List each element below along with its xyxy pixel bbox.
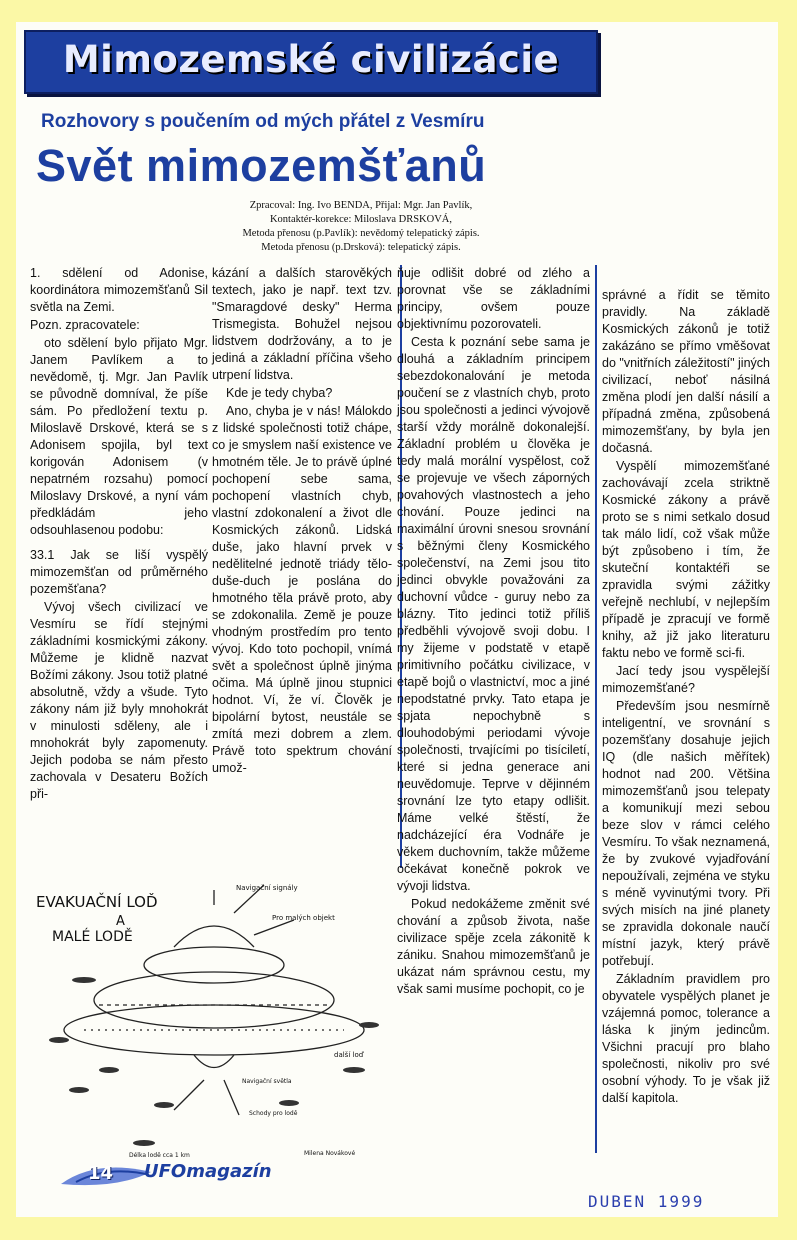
handwritten-date: DUBEN 1999	[588, 1192, 705, 1211]
paragraph: správné a řídit se těmito pravidly. Na základě Kosmických zákonů je totiž zakázáno se přímo vměšovat do "vnitřních záležitostí" jiných civilizací, neboť násilná změna plodí jen další násilí a případná změna, způsobená mimozemšťany, by byla jen dočasná.	[602, 288, 770, 455]
paragraph: Vývoj všech civilizací ve Vesmíru se řídí stejnými základními kosmickými zákony. Můžeme je klidně nazvat Božími zákony. Jsou totiž platné absolutně, vždy a všude. Tyto zákony nám již byly mnohokrát v minulosti sděleny, ale i mnohokrát byly zapomenuty. Jejich podoba se nám přesto zachovala v Desateru Božích při-	[30, 600, 208, 801]
text-column-1	[30, 265, 208, 804]
magazine-name: UFOmagazín	[144, 1161, 272, 1182]
paragraph: oto sdělení bylo přijato Mgr. Janem Pavlíkem a to nevědomě, tj. Mgr. Jan Pavlík se původně domníval, že píše sám. Po předložení textu p. Miloslavě Drskové, která se s Adonisem spojila, byl text korigován Adonisem (v nepatrném rozsahu) pomocí Miloslavy Drskové, a nyní vám předkládám jeho odsouhlasenou podobu:	[30, 336, 208, 537]
sketch-caption: MALÉ LODĚ	[52, 929, 133, 945]
column-rule	[595, 265, 597, 1153]
small-ship	[69, 1087, 89, 1093]
sketch-label: Pro malých objekt	[272, 914, 335, 922]
paragraph: Cesta k poznání sebe sama je dlouhá a základním principem sebezdokonalování je metoda poučení se z vlastních chyb, proto jsou společnosti a jedinci vývojově starší vždy morálně dokonalejší. Základní problém u člověka je tedy malá morální vyspělost, což se projevuje ve všech záporných povahových vlastnostech a jeho chování. Pouze jedinci na maximální úrovni snesou srovnání s běžnými členy Kosmického společenství, na Zemi jsou tito jedinci obvykle považováni za duchovní vůdce - guruy nebo za blázny. Tito jedinci totiž příliš předběhli vývojově svoji dobu. I my žijeme v podstatě v etapě primitivního počátku civilizace, v etapě bojů o vlastnictví, moc a jiné nepodstatné prvky. Tato etapa je spjata nepochybně s dlouhodobými periodami vývoje společnosti, trvajícími po tisíciletí, které si jedna generace ani neuvědomuje. Teprve v dějinném srovnání lze tyto etapy odlišit. Máme velké štěstí, že nadcházející éra Vodnáře je věkem duchovním, takže můžeme očekávat konečně pokrok ve vývoji lidstva.	[397, 335, 590, 893]
paragraph: Základním pravidlem pro obyvatele vyspělých planet je vzájemná pomoc, tolerance a láska k jiným jedincům. Všichni pracují pro blaho společnosti, nikoliv pro své osobní výhody. To je však již další kapitola.	[602, 972, 770, 1105]
sketch-label: Navigační signály	[236, 884, 298, 892]
small-ship	[154, 1102, 174, 1108]
text-column-4	[602, 287, 770, 1108]
small-ship	[72, 977, 96, 983]
question-heading: Kde je tedy chyba?	[226, 386, 333, 400]
ufo-dome	[174, 926, 254, 947]
sketch-caption: A	[116, 914, 125, 929]
paragraph: 1. sdělení od Adonise, koordinátora mimozemšťanů Sil světla na Zemi.	[30, 266, 208, 314]
sketch-label: Délka lodě cca 1 km	[129, 1152, 190, 1159]
question-heading: 33.1 Jak se liší vyspělý mimozemšťan od průměrného pozemšťana?	[30, 548, 208, 596]
sketch-label: Schody pro lodě	[249, 1110, 298, 1117]
small-ship	[359, 1022, 379, 1028]
credit-line: Kontaktér-korekce: Miloslava DRSKOVÁ,	[269, 214, 453, 225]
sketch-caption: EVAKUAČNÍ LOĎ	[36, 893, 158, 911]
text-column-3	[397, 265, 590, 999]
article-subtitle: Rozhovory s poučením od mých přátel z Vesmíru	[41, 111, 485, 132]
small-ship	[133, 1140, 155, 1146]
article-credits	[166, 199, 556, 255]
sketch-label: Navigační světla	[242, 1078, 292, 1085]
small-ship	[49, 1037, 69, 1043]
credit-line: Metoda přenosu (p.Drsková): telepatický zápis.	[261, 242, 461, 253]
ufo-sketch-illustration	[24, 865, 389, 1165]
ufo-bottom	[194, 1055, 234, 1068]
paragraph: kázání a dalších starověkých textech, jako je např. text tzv. "Smaragdové desky" Herma Trismegista. Bohužel nejsou lidstvem dodržovány, a to je jediná a základní příčina všeho utrpení lidstva.	[212, 266, 392, 382]
paragraph: ňuje odlišit dobré od zlého a porovnat vše se základními principy, ovšem pouze objektivnímu pozorovateli.	[397, 266, 590, 331]
paragraph: Především jsou nesmírně inteligentní, ve srovnání s pozemšťany dosahuje jejich IQ (dle našich měřítek) hodnot nad 200. Většina mimozemšťanů jsou telepaty a komunikují mezi sebou beze slov v rámci celého Vesmíru. To však neznamená, že by zvukové vyjadřování nepoužívali, zejména ve styku s méně vyvinutými tvory. Při svých misích na jiné planety se zpravidla dokonale naučí místní jazyk, který právě potřebují.	[602, 699, 770, 968]
sketch-label: Milena Novákové	[304, 1150, 356, 1157]
paragraph: Pozn. zpracovatele:	[30, 318, 140, 332]
small-ship	[343, 1067, 365, 1073]
question-heading: Jací tedy jsou vyspělejší mimozemšťané?	[602, 664, 770, 695]
small-ship	[99, 1067, 119, 1073]
section-banner	[24, 30, 598, 94]
page-number: 14	[88, 1163, 114, 1184]
sketch-label: další loď	[334, 1051, 364, 1059]
ufo-upper-disc	[144, 947, 284, 983]
article-headline: Svět mimozemšťanů	[36, 140, 487, 191]
paragraph: Ano, chyba je v nás! Málokdo z lidské společnosti totiž chápe, co je smyslem naší existence ve hmotném těle. Je to právě úplné pochopení sebe sama, pochopení vlastních chyb, vlastní zdokonalení a život dle Kosmických zákonů. Lidská duše, jako hlavní prvek v nedělitelné jednotě triády tělo-duše-duch je poslána do hmotného těla právě proto, aby se zdokonalila. Země je pouze vhodným prostředím pro tento vývoj. Kdo toto pochopil, vnímá svět a společnost úplně jinýma očima. Má úplně jinou stupnici hodnot. Ví, že ví. Člověk je bipolární bytost, neustále se zmítá mezi dobrem a zlem. Právě toto spektrum chování umož-	[212, 404, 392, 775]
credit-line: Metoda přenosu (p.Pavlík): nevědomý telepatický zápis.	[242, 228, 480, 239]
credit-line: Zpracoval: Ing. Ivo BENDA, Přijal: Mgr. Jan Pavlík,	[249, 200, 473, 211]
small-ship	[279, 1100, 299, 1106]
paragraph: Pokud nedokážeme změnit své chování a způsob života, naše civilizace spěje zcela zákonitě k zániku. Snahou mimozemšťanů je ukázat nám správnou cestu, my však sami musíme pochopit, co je	[397, 897, 590, 996]
text-column-2	[212, 265, 392, 778]
ufo-middle-disc	[94, 972, 334, 1028]
magazine-page	[16, 22, 778, 1217]
section-banner-title: Mimozemské civilizácie	[62, 38, 560, 81]
ufo-lower-disc	[64, 1005, 364, 1055]
paragraph: Vyspělí mimozemšťané zachovávají zcela striktně Kosmické zákony a právě proto se s nimi setkalo dosud tak málo lidí, což však může být způsobeno i tím, že skuteční kontaktéři se zpravidla svými zážitky veřejně nechlubí, v nejlepším případě je zpracují ve formě knihy, až již jako literaturu faktu nebo ve formě sci-fi.	[602, 459, 770, 660]
